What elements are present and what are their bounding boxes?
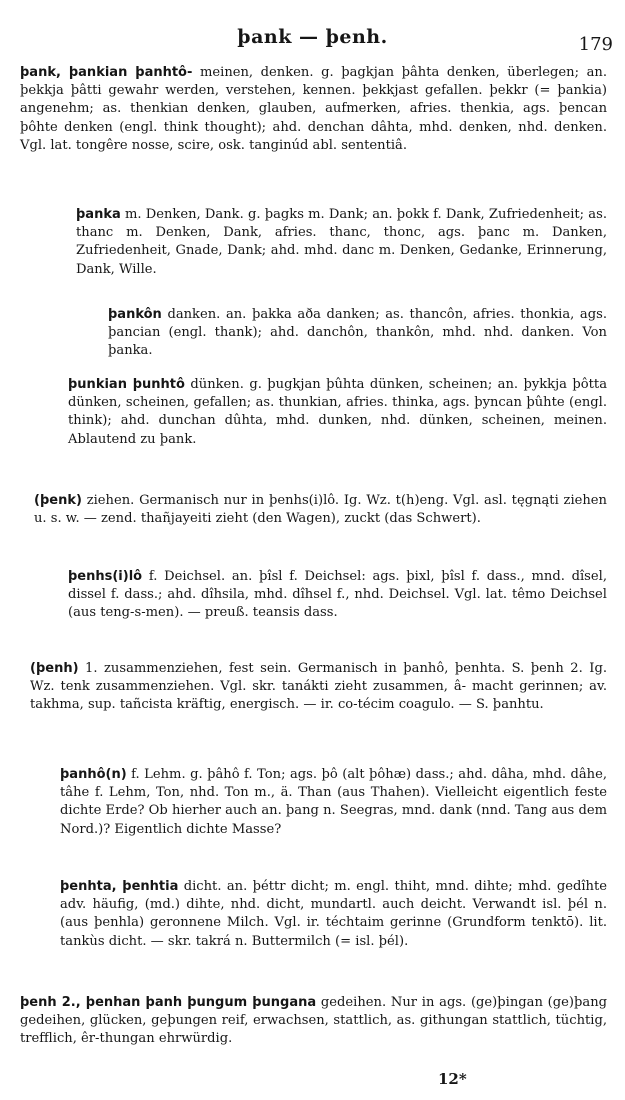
page-number: 179 [578,34,613,55]
entry-text: danken. an. þakka aða danken; as. thancôn, afries. thonkia, ags. þancian (engl. thank); ahd. danchôn, thankôn, mhd. nhd. danken. Von þanka. [108,307,607,359]
entry-text: ziehen. Germanisch nur in þenhs(i)lô. Ig. Wz. t(h)eng. Vgl. asl. tęgnąti ziehen u. s. w. — zend. thañjayeiti zieht (den Wagen), zuckt (das Schwert). [34,493,607,527]
entry-thankon [108,306,607,361]
entry-thenh-1 [30,660,607,715]
entry-thenhsilo [68,568,607,623]
entry-text: m. Denken, Dank. g. þagks m. Dank; an. þokk f. Dank, Zufriedenheit; as. thanc m. Denken, Dank, afries. thanc, thonc, ags. þanc m. Danken, Zufriedenheit, Gnade, Dank; ahd. mhd. danc m. Denken, Gedanke, Erinnerung, Dank, Wille. [76,207,607,277]
entry-thenhta [60,878,607,951]
entry-headword: þank, þankian þanhtô- [20,65,193,80]
entry-headword: (þenk) [34,493,82,508]
entry-headword: þenhs(i)lô [68,569,143,584]
entry-headword: þunkian þunhtô [68,377,185,392]
entry-thenh-2 [20,994,607,1049]
running-head: þank — þenh. [237,26,388,48]
entry-text: gedeihen. Nur in ags. (ge)þingan (ge)þang gedeihen, glücken, geþungen reif, erwachsen, stattlich, as. githungan stattlich, tüchtig, trefflich, êr-thungan ehrwürdig. [20,995,608,1047]
entry-headword: þankôn [108,307,162,322]
entry-text: meinen, denken. g. þagkjan þâhta denken, überlegen; an. þekkja þâtti gewahr werden, verstehen, kennen. þekkjast gefallen. þekkr (= þankia) angenehm; as. thenkian denken, glauben, aufmerken, afries. thenkia, ags. þencan þôhte denken (engl. think thought); ahd. denchan dâhta, mhd. denken, nhd. denken. Vgl. lat. tongêre nosse, scire, osk. tanginúd abl. sententiâ. [20,65,607,153]
entry-headword: þanhô(n) [60,767,127,782]
entry-text: dicht. an. þéttr dicht; m. engl. thiht, mnd. dihte; mhd. gedîhte adv. häufig, (md.) dihte, nhd. dicht, mundartl. auch deicht. Verwandt isl. þél n. (aus þenhla) geronnene Milch. Vgl. ir. téchtaim gerinne (Grundform tenktō). lit. tankùs dicht. — skr. takrá n. Buttermilch (= isl. þél). [60,879,607,949]
entry-text: f. Deichsel. an. þîsl f. Deichsel: ags. þixl, þîsl f. dass., mnd. dîsel, dissel f. dass.; ahd. dîhsila, mhd. dîhsel f., nhd. Deichsel. Vgl. lat. têmo Deichsel (aus teng-s-men). — preuß. teansis dass. [68,569,607,621]
entry-text: dünken. g. þugkjan þûhta dünken, scheinen; an. þykkja þôtta dünken, scheinen, gefallen; as. thunkian, afries. thinka, ags. þyncan þûhte (engl. think); ahd. dunchan dûhta, mhd. dunken, nhd. dünken, scheinen, meinen. Ablautend zu þank. [68,377,607,447]
entry-headword: þanka [76,207,121,222]
entry-thenk [34,492,607,528]
entry-text: f. Lehm. g. þâhô f. Ton; ags. þô (alt þôhæ) dass.; ahd. dâha, mhd. dâhe, tâhe f. Lehm, Ton, nhd. Ton m., ä. Than (aus Thahen). Vielleicht eigentlich feste dichte Erde? Ob hierher auch an. þang n. Seegras, mnd. dank (nnd. Tang aus dem Nord.)? Eigentlich dichte Masse? [60,767,607,837]
sheet-signature: 12* [438,1070,467,1088]
entry-thunkian [68,376,607,449]
entry-headword: (þenh) [30,661,79,676]
entry-headword: þenh 2., þenhan þanh þungum þungana [20,995,317,1010]
entry-thank [20,64,607,155]
entry-thanhon [60,766,607,839]
entry-text: 1. zusammenziehen, fest sein. Germanisch in þanhô, þenhta. S. þenh 2. Ig. Wz. tenk zusammenziehen. Vgl. skr. tanákti zieht zusammen, â- macht gerinnen; av. takhma, sup. tañcista kräftig, energisch. — ir. co-técim coagulo. — S. þanhtu. [30,661,607,713]
entry-headword: þenhta, þenhtia [60,879,179,894]
entry-thanka [76,206,607,279]
